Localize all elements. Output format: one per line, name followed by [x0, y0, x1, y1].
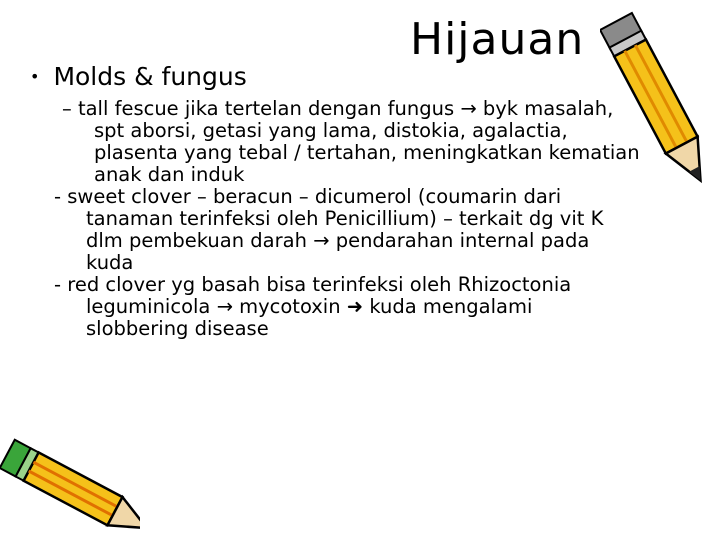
text-line: anak dan induk	[94, 163, 245, 186]
text-line: slobbering disease	[86, 317, 269, 340]
bullet-text: Molds & fungus	[53, 62, 247, 91]
text-segment: pendarahan internal pada	[329, 229, 590, 252]
text-line: - sweet clover – beracun – dicumerol (coumarin dari	[54, 185, 562, 208]
text-segment: leguminicola	[86, 295, 217, 318]
text-line: tanaman terinfeksi oleh Penicillium) – terkait dg vit K	[86, 207, 604, 230]
text-line: kuda	[86, 251, 134, 274]
slide-title: Hijauan	[410, 14, 585, 65]
arrow-icon: →	[313, 229, 330, 252]
pencil-icon	[0, 425, 140, 540]
heavy-arrow-icon: ➜	[346, 295, 364, 318]
sub-item-red-clover	[54, 274, 712, 340]
text-segment: kuda mengalami	[363, 295, 533, 318]
slide-content	[54, 97, 712, 340]
sub-item-tall-fescue	[62, 98, 712, 186]
text-segment: byk masalah,	[476, 97, 614, 120]
arrow-icon: →	[460, 97, 477, 120]
text-line: - red clover yg basah bisa terinfeksi oleh Rhizoctonia	[54, 273, 572, 296]
main-bullet	[30, 62, 247, 91]
text-line	[54, 296, 712, 318]
arrow-icon: →	[216, 295, 233, 318]
text-segment: – tall fescue jika tertelan dengan fungus	[62, 97, 461, 120]
text-line	[62, 98, 712, 120]
text-segment: dlm pembekuan darah	[86, 229, 314, 252]
bullet-dot: •	[30, 67, 40, 86]
sub-item-sweet-clover	[54, 186, 712, 274]
text-line: spt aborsi, getasi yang lama, distokia, agalactia,	[94, 119, 568, 142]
text-line: plasenta yang tebal / tertahan, meningkatkan kematian	[94, 141, 640, 164]
text-line	[54, 230, 712, 252]
text-segment: mycotoxin	[232, 295, 347, 318]
